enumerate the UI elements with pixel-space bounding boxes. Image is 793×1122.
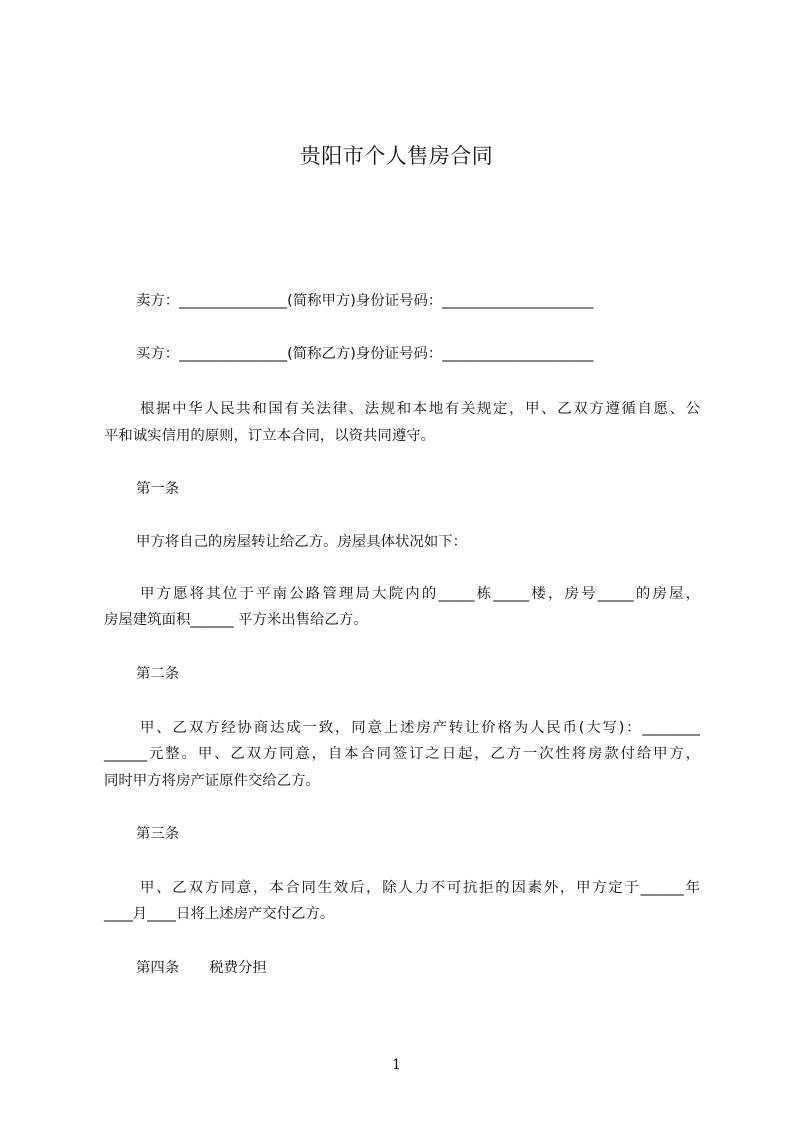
article1-detail-line-2: 房屋建筑面积______ 平方米出售给乙方。: [104, 612, 368, 628]
article4-subtitle: 税费分担: [209, 960, 267, 976]
article2-text-line-3: 同时甲方将房产证原件交给乙方。: [104, 773, 320, 789]
article1-heading: 第一条: [136, 481, 180, 497]
article2-text-line-2: ______元整。甲、乙双方同意，自本合同签订之日起，乙方一次性将房款付给甲方，: [104, 746, 700, 762]
article3-heading: 第三条: [136, 826, 180, 842]
contract-title: 贵阳市个人售房合同: [299, 144, 494, 168]
article1-detail-line-1: 甲方愿将其位于平南公路管理局大院内的_____栋_____楼，房号_____的房屋，: [140, 586, 700, 602]
seller-line: 卖方：_______________(简称甲方)身份证号码：_____________________: [136, 293, 594, 309]
article4-heading: 第四条: [136, 960, 180, 976]
article3-text-line-1: 甲、乙双方同意，本合同生效后，除人力不可抗拒的因素外，甲方定于______年: [140, 880, 700, 896]
article3-text-line-2: ____月____日将上述房产交付乙方。: [104, 906, 335, 922]
article2-text-line-1: 甲、乙双方经协商达成一致，同意上述房产转让价格为人民币(大写)：________: [140, 720, 700, 736]
article4-heading-row: [136, 958, 267, 978]
article1-intro: 甲方将自己的房屋转让给乙方。房屋具体状况如下：: [136, 534, 467, 550]
buyer-line: 买方：_______________(简称乙方)身份证号码：_____________________: [136, 346, 594, 362]
article2-heading: 第二条: [136, 666, 180, 682]
preamble-line-1: 根据中华人民共和国有关法律、法规和本地有关规定，甲、乙双方遵循自愿、公: [140, 401, 700, 417]
page-number: 1: [392, 1057, 401, 1073]
preamble-line-2: 平和诚实信用的原则，订立本合同，以资共同遵守。: [104, 428, 435, 444]
